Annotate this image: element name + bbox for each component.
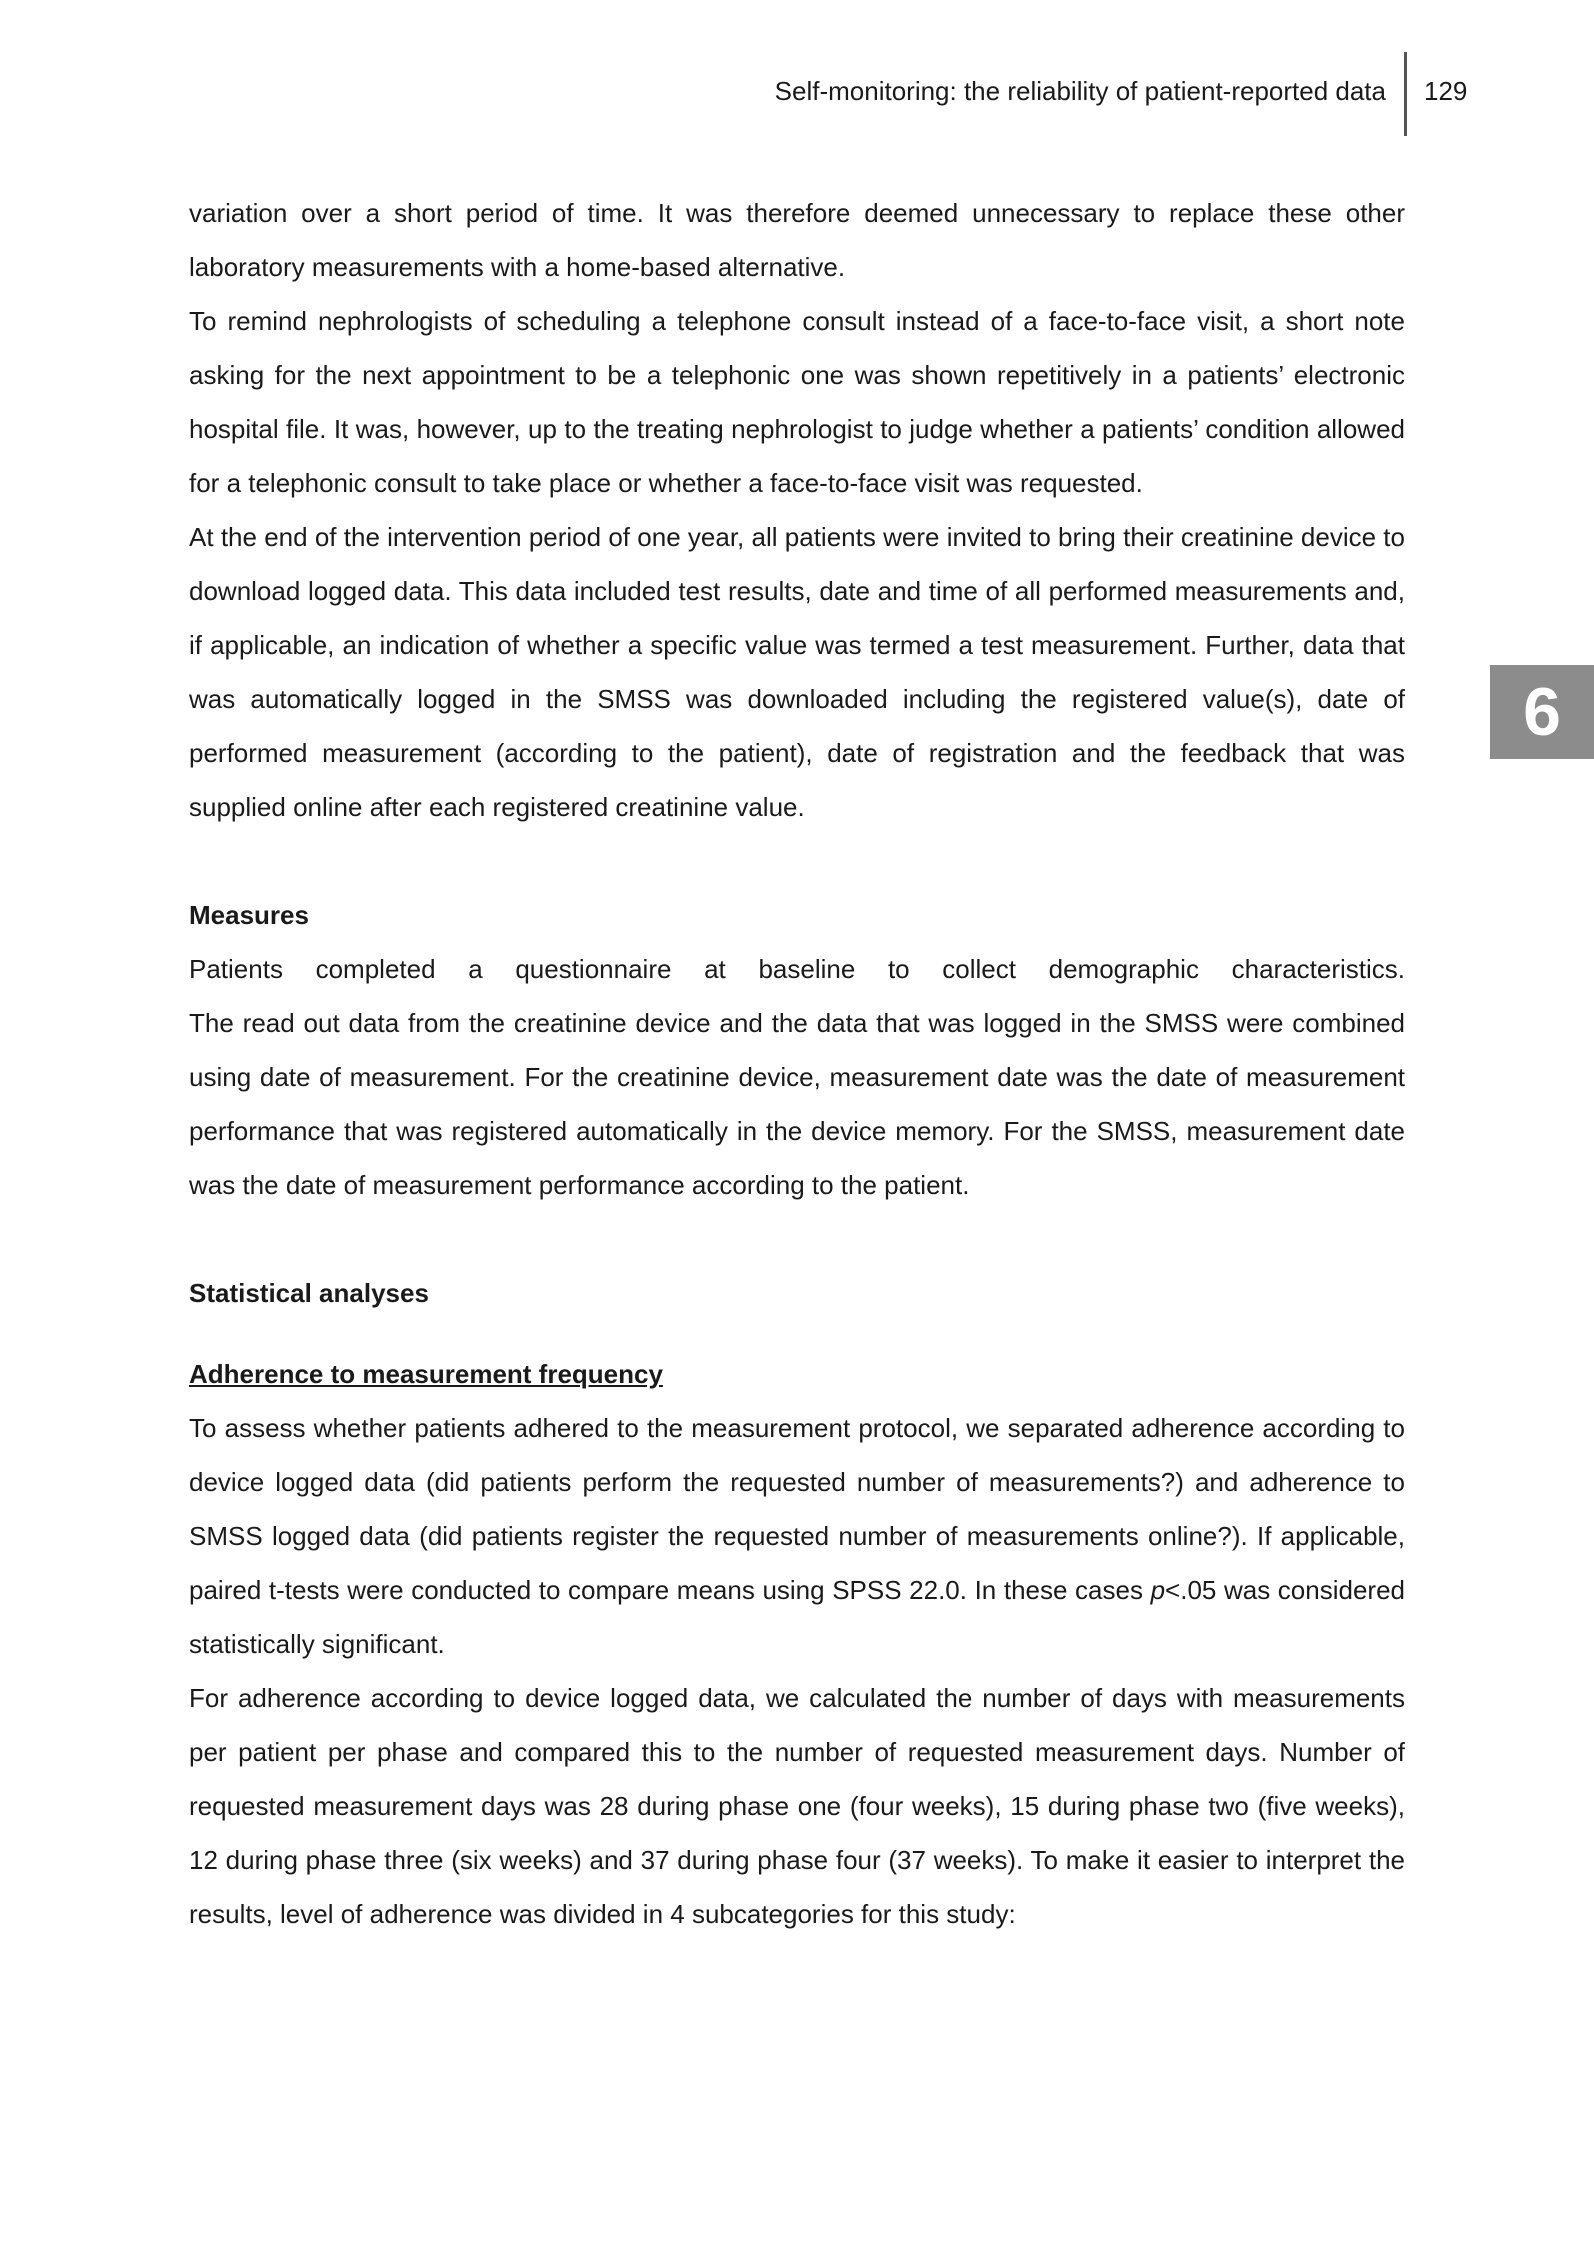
running-header-title: Self-monitoring: the reliability of patient-reported data: [774, 76, 1386, 106]
header-divider: [1404, 52, 1407, 136]
section-spacer: [189, 1212, 1405, 1266]
running-header: [0, 70, 1594, 140]
p-value-symbol: p: [1150, 1575, 1166, 1605]
section-spacer: [189, 834, 1405, 888]
body-paragraph: To remind nephrologists of scheduling a telephone consult instead of a face-to-face visit, a short note asking for the next appointment to be a telephonic one was shown repetitively in a patients’ electronic hospital file. It was, however, up to the treating nephrologist to judge whether a patients’ condition allowed for a telephonic consult to take place or whether a face-to-face visit was requested.: [189, 306, 1405, 498]
body-paragraph: variation over a short period of time. It was therefore deemed unnecessary to replace these other laboratory measurements with a home-based alternative.: [189, 198, 1405, 282]
page-body: [189, 186, 1405, 1941]
body-paragraph: For adherence according to device logged data, we calculated the number of days with measurements per patient per phase and compared this to the number of requested measurement days. Number of requested measurement days was 28 during phase one (four weeks), 15 during phase two (five weeks), 12 during phase three (six weeks) and 37 during phase four (37 weeks). To make it easier to interpret the results, level of adherence was divided in 4 subcategories for this study:: [189, 1683, 1405, 1929]
section-spacer: [189, 1320, 1405, 1347]
section-heading-measures: Measures: [189, 900, 309, 930]
section-heading-statistical-analyses: Statistical analyses: [189, 1278, 429, 1308]
subsection-heading-adherence: Adherence to measurement frequency: [189, 1359, 663, 1389]
page-number: 129: [1424, 76, 1468, 106]
body-paragraph: [189, 1401, 1405, 1671]
paragraph-text: <.05 was considered statistically significant.: [189, 1575, 1405, 1659]
body-paragraph: At the end of the intervention period of one year, all patients were invited to bring their creatinine device to download logged data. This data included test results, date and time of all performed measurements and, if applicable, an indication of whether a specific value was termed a test measurement. Further, data that was automatically logged in the SMSS was downloaded including the registered value(s), date of performed measurement (according to the patient), date of registration and the feedback that was supplied online after each registered creatinine value.: [189, 522, 1405, 822]
body-paragraph: Patients completed a questionnaire at baseline to collect demographic characteristics.: [189, 954, 1405, 984]
chapter-tab: 6: [1490, 665, 1594, 759]
body-paragraph: The read out data from the creatinine device and the data that was logged in the SMSS were combined using date of measurement. For the creatinine device, measurement date was the date of measurement performance that was registered automatically in the device memory. For the SMSS, measurement date was the date of measurement performance according to the patient.: [189, 1008, 1405, 1200]
paragraph-text: To assess whether patients adhered to the measurement protocol, we separated adherence according to device logged data (did patients perform the requested number of measurements?) and adherence to SMSS logged data (did patients register the requested number of measurements online?). If applicable, paired t-tests were conducted to compare means using SPSS 22.0. In these cases: [189, 1413, 1405, 1605]
